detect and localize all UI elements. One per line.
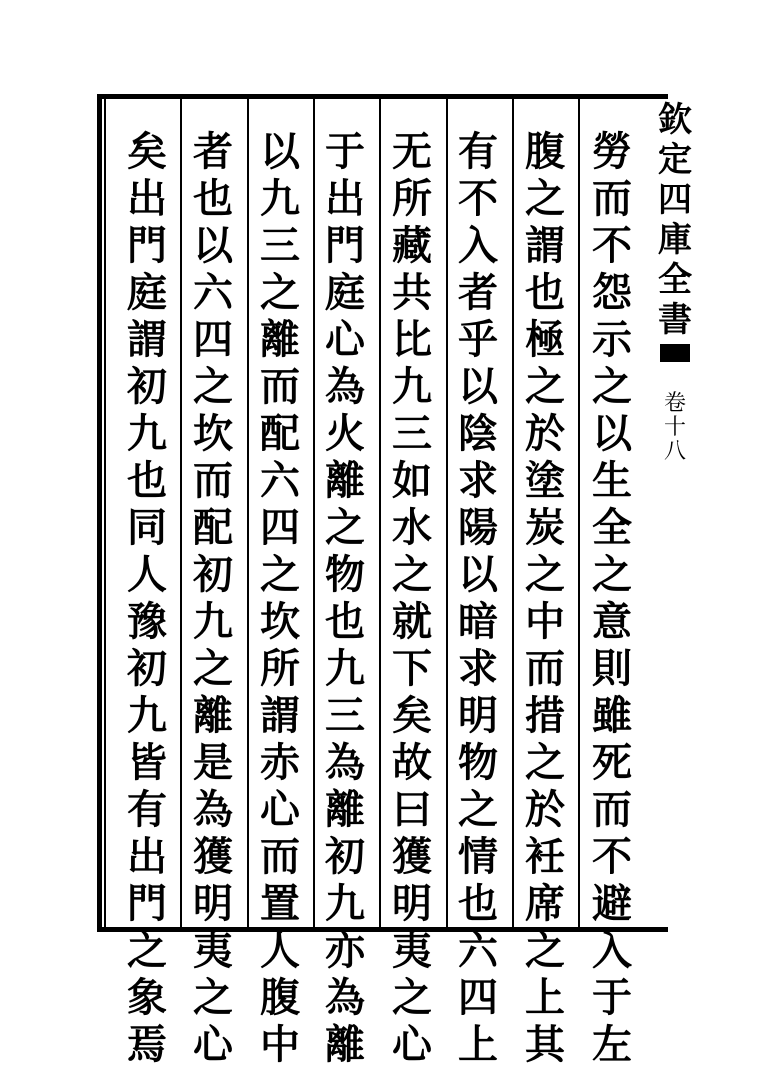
margin-column [655,100,695,464]
title-block-mark [660,344,690,362]
text-column: 于 出 門 庭 心 為 火 離 之 物 也 九 三 為 離 初 九 亦 為 離 [325,128,365,1068]
column-rule [379,99,381,927]
text-column: 无 所 藏 共 比 九 三 如 水 之 就 下 矣 故 曰 獲 明 夷 之 心 [392,128,432,1068]
column-rule [578,99,580,927]
text-column: 勞 而 不 怨 示 之 以 生 全 之 意 則 雖 死 而 不 避 入 于 左 [592,128,632,1068]
column-rule [247,99,249,927]
column-rule [512,99,514,927]
text-column: 有 不 入 者 乎 以 陰 求 陽 以 暗 求 明 物 之 情 也 六 四 上 [458,128,498,1068]
text-column: 以 九 三 之 離 而 配 六 四 之 坎 所 謂 赤 心 而 置 人 腹 中 [260,128,300,1068]
text-column: 矣 出 門 庭 謂 初 九 也 同 人 豫 初 九 皆 有 出 門 之 象 焉 [127,128,167,1068]
volume-number: 卷 十 八 [663,391,686,464]
column-rule [180,99,182,927]
book-title: 欽 定 四 庫 全 書 [658,100,692,340]
text-column: 腹 之 謂 也 極 之 於 塗 炭 之 中 而 措 之 於 衽 席 之 上 其 [525,128,565,1068]
text-column: 者 也 以 六 四 之 坎 而 配 初 九 之 離 是 為 獲 明 夷 之 心 [193,128,233,1068]
inner-border-rule [104,99,106,927]
